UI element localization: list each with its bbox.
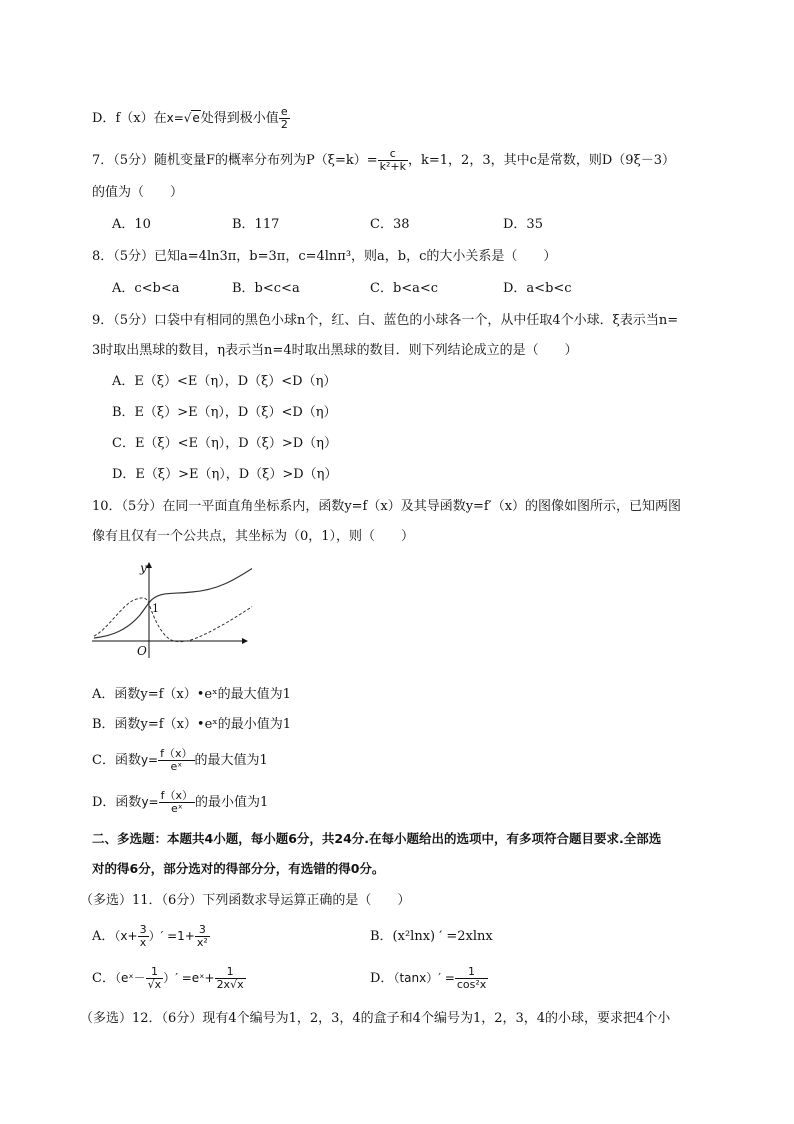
expr-text: x= xyxy=(166,111,184,125)
q9-stem-line1: 9．（5分）口袋中有相同的黑色小球n个，红、白、蓝色的小球各一个，从中任取4个小球．ξ表示当n= xyxy=(92,313,679,328)
fraction xyxy=(159,790,195,815)
math-expr: （x+ xyxy=(114,929,138,943)
q10-option-a: A．函数y=f（x）•eˣ的最大值为1 xyxy=(92,687,291,702)
fraction xyxy=(146,966,164,991)
option-text: D．函数 xyxy=(92,795,142,810)
function-graph xyxy=(92,560,252,660)
q11-stem: （多选）11．（6分）下列函数求导运算正确的是（ ） xyxy=(80,893,411,908)
option-text: f（x）在 xyxy=(115,111,167,126)
math-expr: y= xyxy=(140,753,159,767)
q11-option-a xyxy=(92,924,210,949)
radicand: e xyxy=(192,111,200,125)
x-axis-arrow xyxy=(242,638,248,644)
fraction xyxy=(279,106,290,131)
fraction-denominator: 2x√x xyxy=(216,978,244,991)
q11-option-d xyxy=(370,966,488,991)
q9-option-d: D．E（ξ）>E（η），D（ξ）>D（η） xyxy=(112,467,338,482)
fraction-denominator: x xyxy=(139,936,147,949)
fraction-denominator: k²+k xyxy=(379,160,407,173)
math-expr: ）′ =eˣ+ xyxy=(163,971,215,985)
q11-option-c xyxy=(92,966,246,991)
q10-option-c xyxy=(92,748,268,773)
f-curve xyxy=(94,562,252,638)
option-label: D． xyxy=(370,971,394,986)
q10-stem-line1: 10．（5分）在同一平面直角坐标系内，函数y=f（x）及其导函数y=f′（x）的图像如图所示，已知两图 xyxy=(92,499,682,514)
fraction-numerator: 1 xyxy=(215,966,246,979)
q7-option-d: D．35 xyxy=(503,217,543,232)
fraction-numerator: 1 xyxy=(146,966,164,979)
section-heading-line2: 对的得6分，部分选对的得部分分，有选错的得0分。 xyxy=(92,861,385,876)
f-prime-curve xyxy=(94,598,252,642)
math-expr: ）′ =1+ xyxy=(148,929,195,943)
q7-option-b: B．117 xyxy=(232,217,280,232)
fraction-numerator: f（x） xyxy=(160,747,193,760)
origin-label: O xyxy=(137,644,147,658)
q8-option-c: C．b<a<c xyxy=(370,281,439,296)
fraction-denominator: eˣ xyxy=(170,760,183,773)
q9-option-a: A．E（ξ）<E（η），D（ξ）<D（η） xyxy=(112,374,337,389)
fraction-denominator: 2 xyxy=(280,118,288,131)
point-label: 1 xyxy=(152,602,159,615)
q8-option-a: A．c<b<a xyxy=(112,281,180,296)
q7-option-a: A．10 xyxy=(112,217,151,232)
q7-stem-line2: 的值为（ ） xyxy=(92,185,184,200)
option-label: D． xyxy=(92,111,116,126)
q9-option-b: B．E（ξ）>E（η），D（ξ）<D（η） xyxy=(112,405,337,420)
q12-stem: （多选）12．（6分）现有4个编号为1，2，3，4的盒子和4个编号为1，2，3，4的小球，要求把4个小 xyxy=(80,1011,671,1026)
fraction xyxy=(215,966,246,991)
y-axis-label: y xyxy=(140,561,147,575)
q7-stem-line1 xyxy=(92,148,675,173)
q10-option-d xyxy=(92,790,268,815)
fraction xyxy=(138,924,149,949)
fraction-numerator: 3 xyxy=(139,923,147,936)
q11-option-b: B．(x²lnx) ′ =2xlnx xyxy=(370,929,493,944)
stem-text: 7．（5分）随机变量F的概率分布列为P（ξ=k）= xyxy=(92,153,378,168)
math-expr: x=√e xyxy=(166,111,200,125)
fraction xyxy=(158,748,194,773)
math-expr: y= xyxy=(141,795,159,809)
math-expr: （eˣ－ xyxy=(114,971,146,985)
option-text: C．函数 xyxy=(92,753,141,768)
section-heading-line1: 二、多选题：本题共4小题，每小题6分，共24分.在每小题给出的选项中，有多项符合题目要求.全部选 xyxy=(92,831,662,846)
q8-stem: 8．（5分）已知a=4ln3π，b=3π，c=4lnπ³，则a，b，c的大小关系是（ ） xyxy=(92,249,557,264)
fraction xyxy=(195,924,210,949)
q9-option-c: C．E（ξ）<E（η），D（ξ）>D（η） xyxy=(112,436,337,451)
q10-stem-line2: 像有且仅有一个公共点，其坐标为（0，1），则（ ） xyxy=(92,529,415,544)
option-text: 处得到极小值 xyxy=(200,111,279,126)
option-label: C． xyxy=(92,971,115,986)
q6-option-d xyxy=(92,106,290,131)
fraction-denominator: √x xyxy=(147,978,162,991)
fraction xyxy=(455,966,488,991)
option-text: 的最小值为1 xyxy=(194,795,269,810)
y-axis-arrow xyxy=(146,562,152,568)
option-text: 的最大值为1 xyxy=(194,753,268,768)
q10-option-b: B．函数y=f（x）•eˣ的最小值为1 xyxy=(92,717,292,732)
fraction-denominator: eˣ xyxy=(170,802,183,815)
option-label: A． xyxy=(92,929,115,944)
fraction xyxy=(378,148,408,173)
fraction-numerator: c xyxy=(378,148,408,161)
fraction-denominator: x² xyxy=(196,936,208,949)
math-expr: （tanx）′ = xyxy=(393,971,455,985)
q8-option-b: B．b<c<a xyxy=(232,281,300,296)
fraction-numerator: 3 xyxy=(195,924,210,937)
q8-option-d: D．a<b<c xyxy=(503,281,572,296)
q9-stem-line2: 3时取出黑球的数目，η表示当n=4时取出黑球的数目．则下列结论成立的是（ ） xyxy=(92,343,578,358)
fraction-numerator: 1 xyxy=(455,966,488,979)
fraction-denominator: cos²x xyxy=(456,978,487,991)
fraction-numerator: f（x） xyxy=(160,789,193,802)
stem-text: ，k=1，2，3，其中c是常数，则D（9ξ－3） xyxy=(408,153,676,168)
fraction-numerator: e xyxy=(279,106,290,119)
q7-option-c: C．38 xyxy=(370,217,410,232)
